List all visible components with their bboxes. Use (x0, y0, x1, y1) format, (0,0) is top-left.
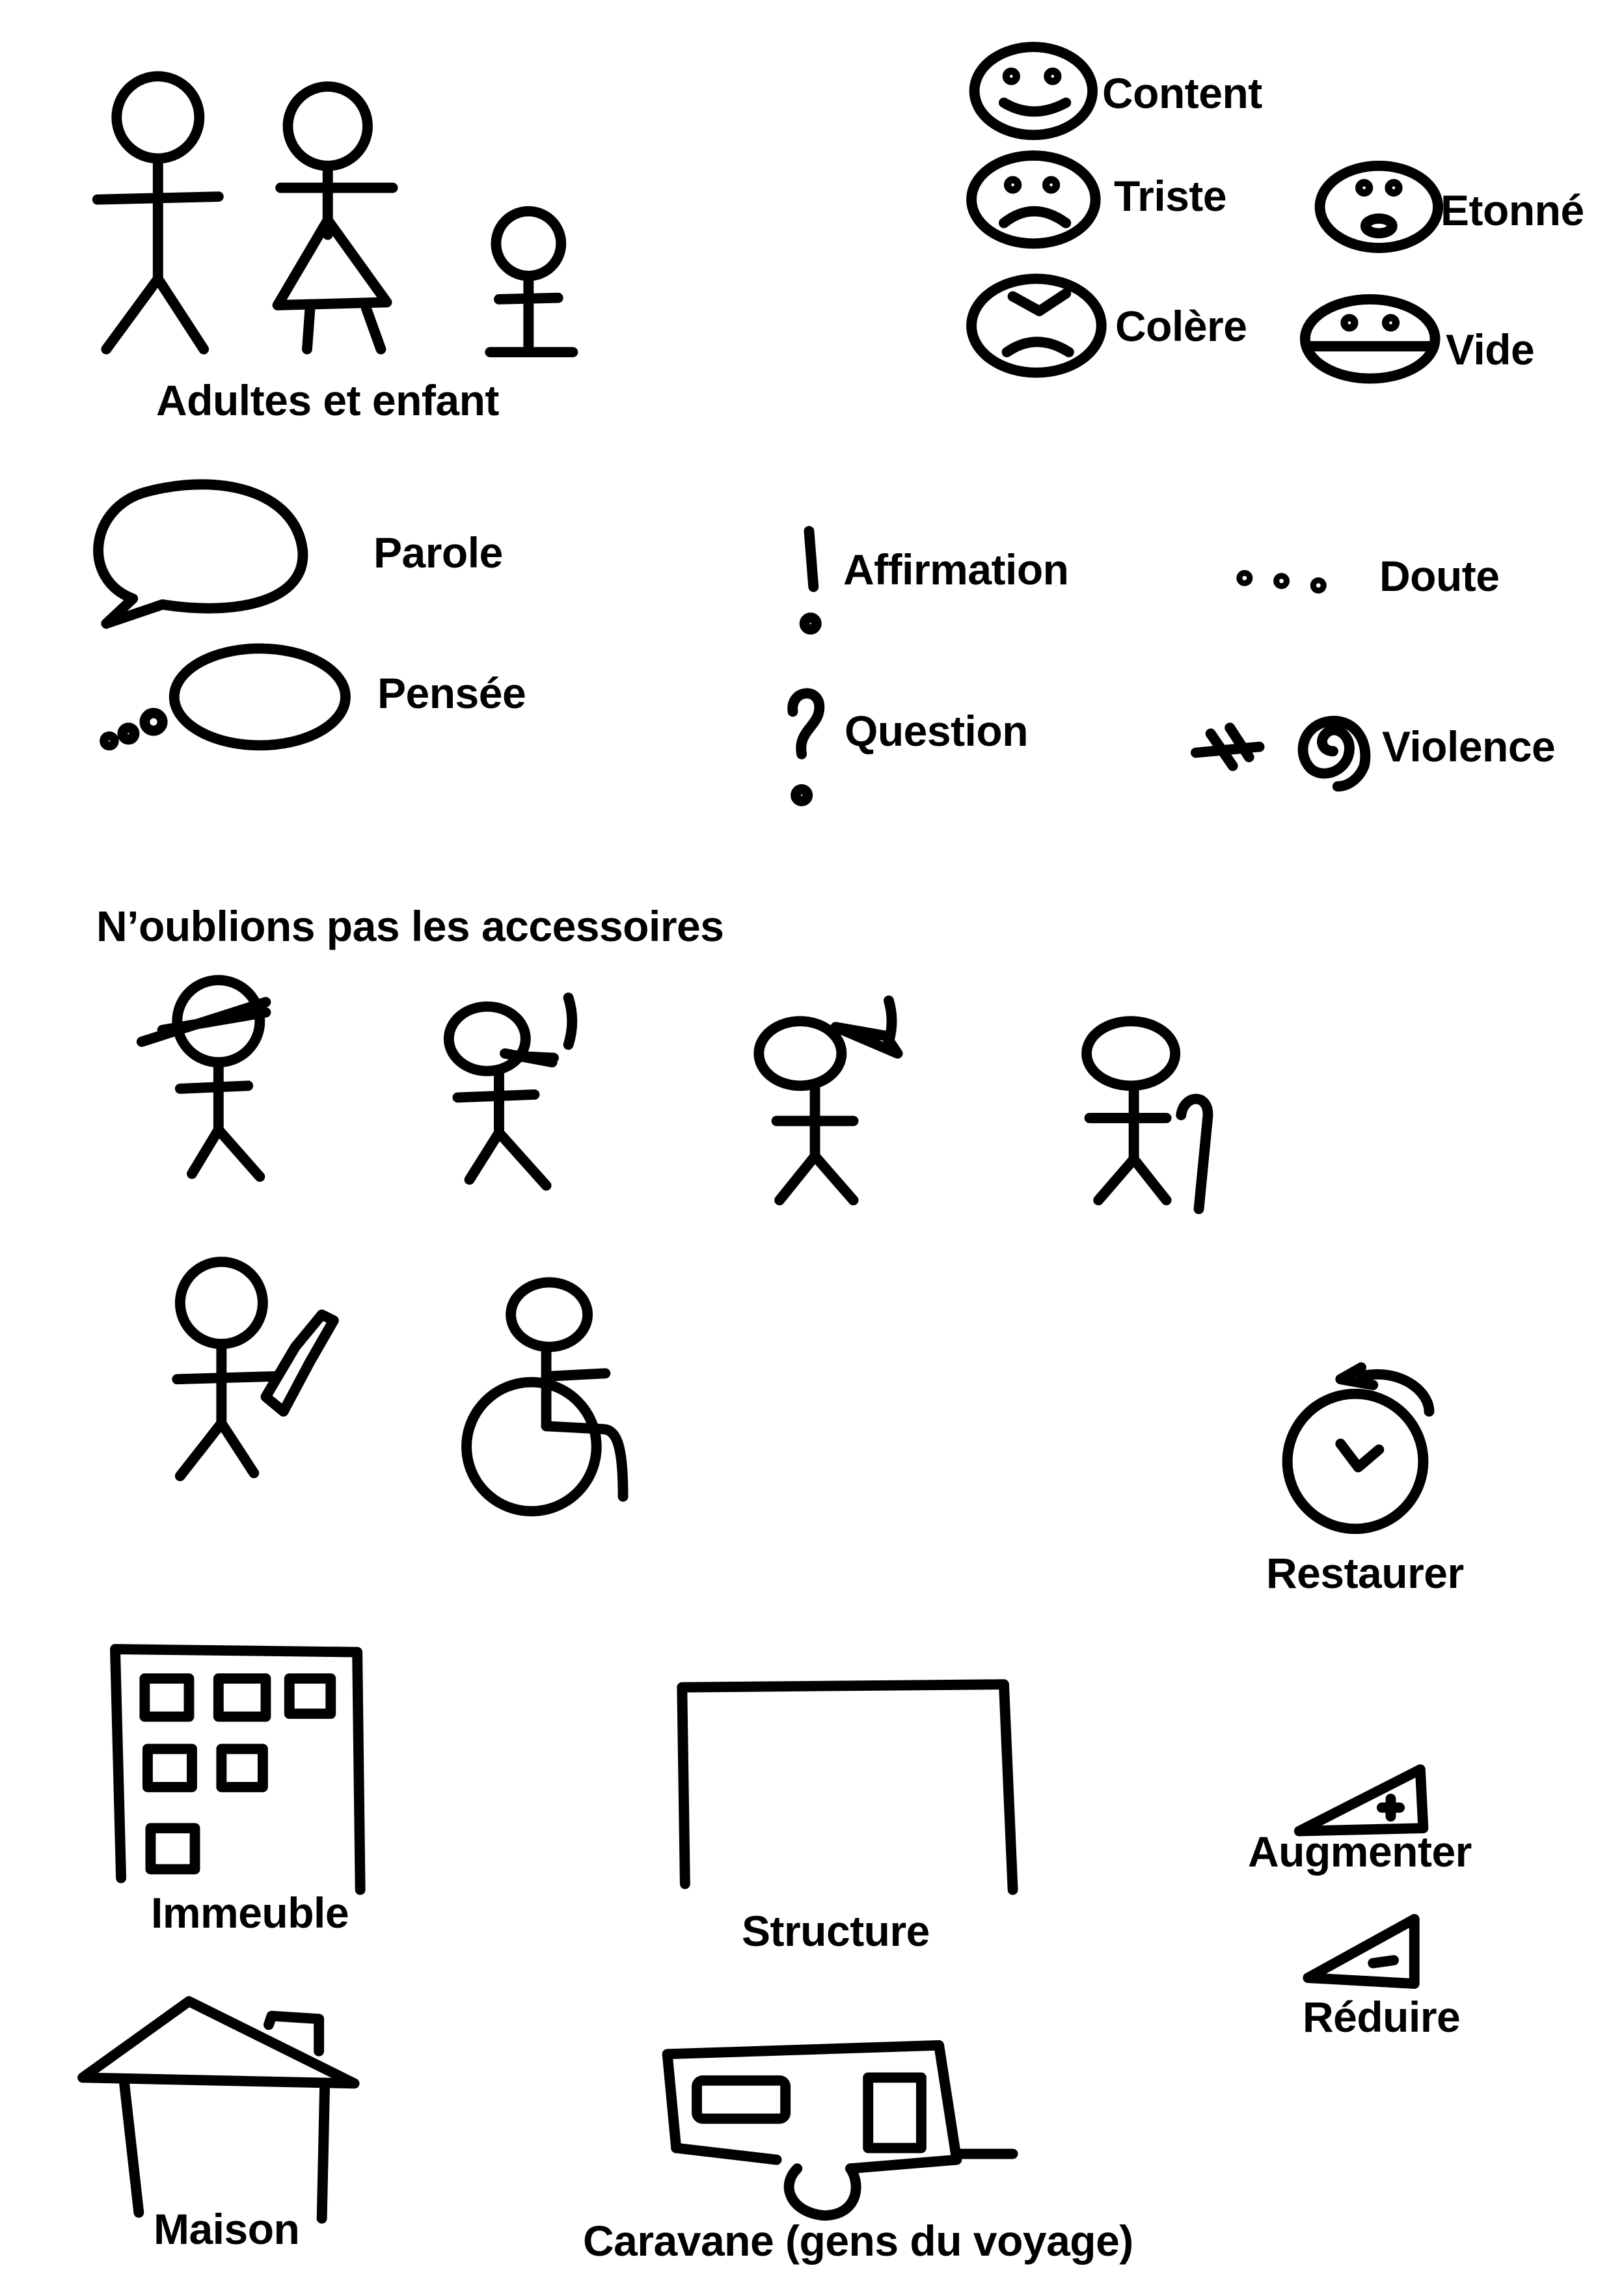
restore-label: Restaurer (1266, 1549, 1464, 1597)
speech-bubble-icon (98, 484, 303, 623)
adults-child-label: Adultes et enfant (156, 376, 499, 424)
child-icon (490, 212, 573, 352)
cane-person-icon (1087, 1021, 1208, 1209)
house-icon (83, 2001, 355, 2219)
adult-woman-icon (278, 87, 393, 349)
question-mark-icon (792, 693, 819, 801)
exclamation-icon (805, 531, 817, 629)
speech-label: Parole (373, 528, 503, 577)
accessories-heading: N’oublions pas les accessoires (96, 902, 724, 950)
affirmation-label: Affirmation (843, 545, 1069, 594)
increase-triangle-icon (1299, 1770, 1424, 1831)
happy-label: Content (1102, 69, 1262, 117)
house-label: Maison (154, 2205, 300, 2253)
decrease-label: Réduire (1303, 1993, 1461, 2041)
sad-label: Triste (1114, 172, 1227, 220)
apartment-building-icon (115, 1649, 360, 1890)
caravan-label: Caravane (gens du voyage) (583, 2217, 1133, 2265)
neutral-face-icon (1305, 299, 1435, 379)
hat-person-icon (142, 980, 266, 1177)
decrease-triangle-icon (1308, 1919, 1414, 1984)
thought-label: Pensée (377, 669, 526, 717)
wheelchair-person-icon (467, 1282, 623, 1511)
structure-icon (682, 1684, 1012, 1890)
surprised-face-icon (1320, 166, 1439, 248)
spiral-icon (1303, 721, 1366, 787)
adult-man-icon (98, 76, 219, 349)
violence-label: Violence (1382, 722, 1556, 771)
smoking-person-icon (449, 998, 572, 1186)
angry-face-icon (971, 279, 1102, 372)
neutral-label: Vide (1446, 325, 1535, 374)
happy-face-icon (975, 47, 1093, 135)
pipe-person-icon (759, 1001, 897, 1201)
apartment-label: Immeuble (151, 1889, 349, 1937)
surprised-label: Etonné (1441, 186, 1584, 234)
structure-label: Structure (742, 1907, 930, 1955)
ellipsis-icon (1241, 575, 1321, 588)
hash-icon (1196, 728, 1260, 766)
restore-clock-icon (1288, 1367, 1429, 1529)
increase-label: Augmenter (1248, 1827, 1472, 1876)
doubt-label: Doute (1379, 552, 1500, 600)
caravan-icon (668, 2045, 1013, 2216)
bottle-person-icon (177, 1262, 334, 1476)
sad-face-icon (971, 156, 1096, 243)
angry-label: Colère (1115, 302, 1247, 350)
question-label: Question (845, 707, 1029, 755)
thought-bubble-icon (105, 648, 345, 745)
